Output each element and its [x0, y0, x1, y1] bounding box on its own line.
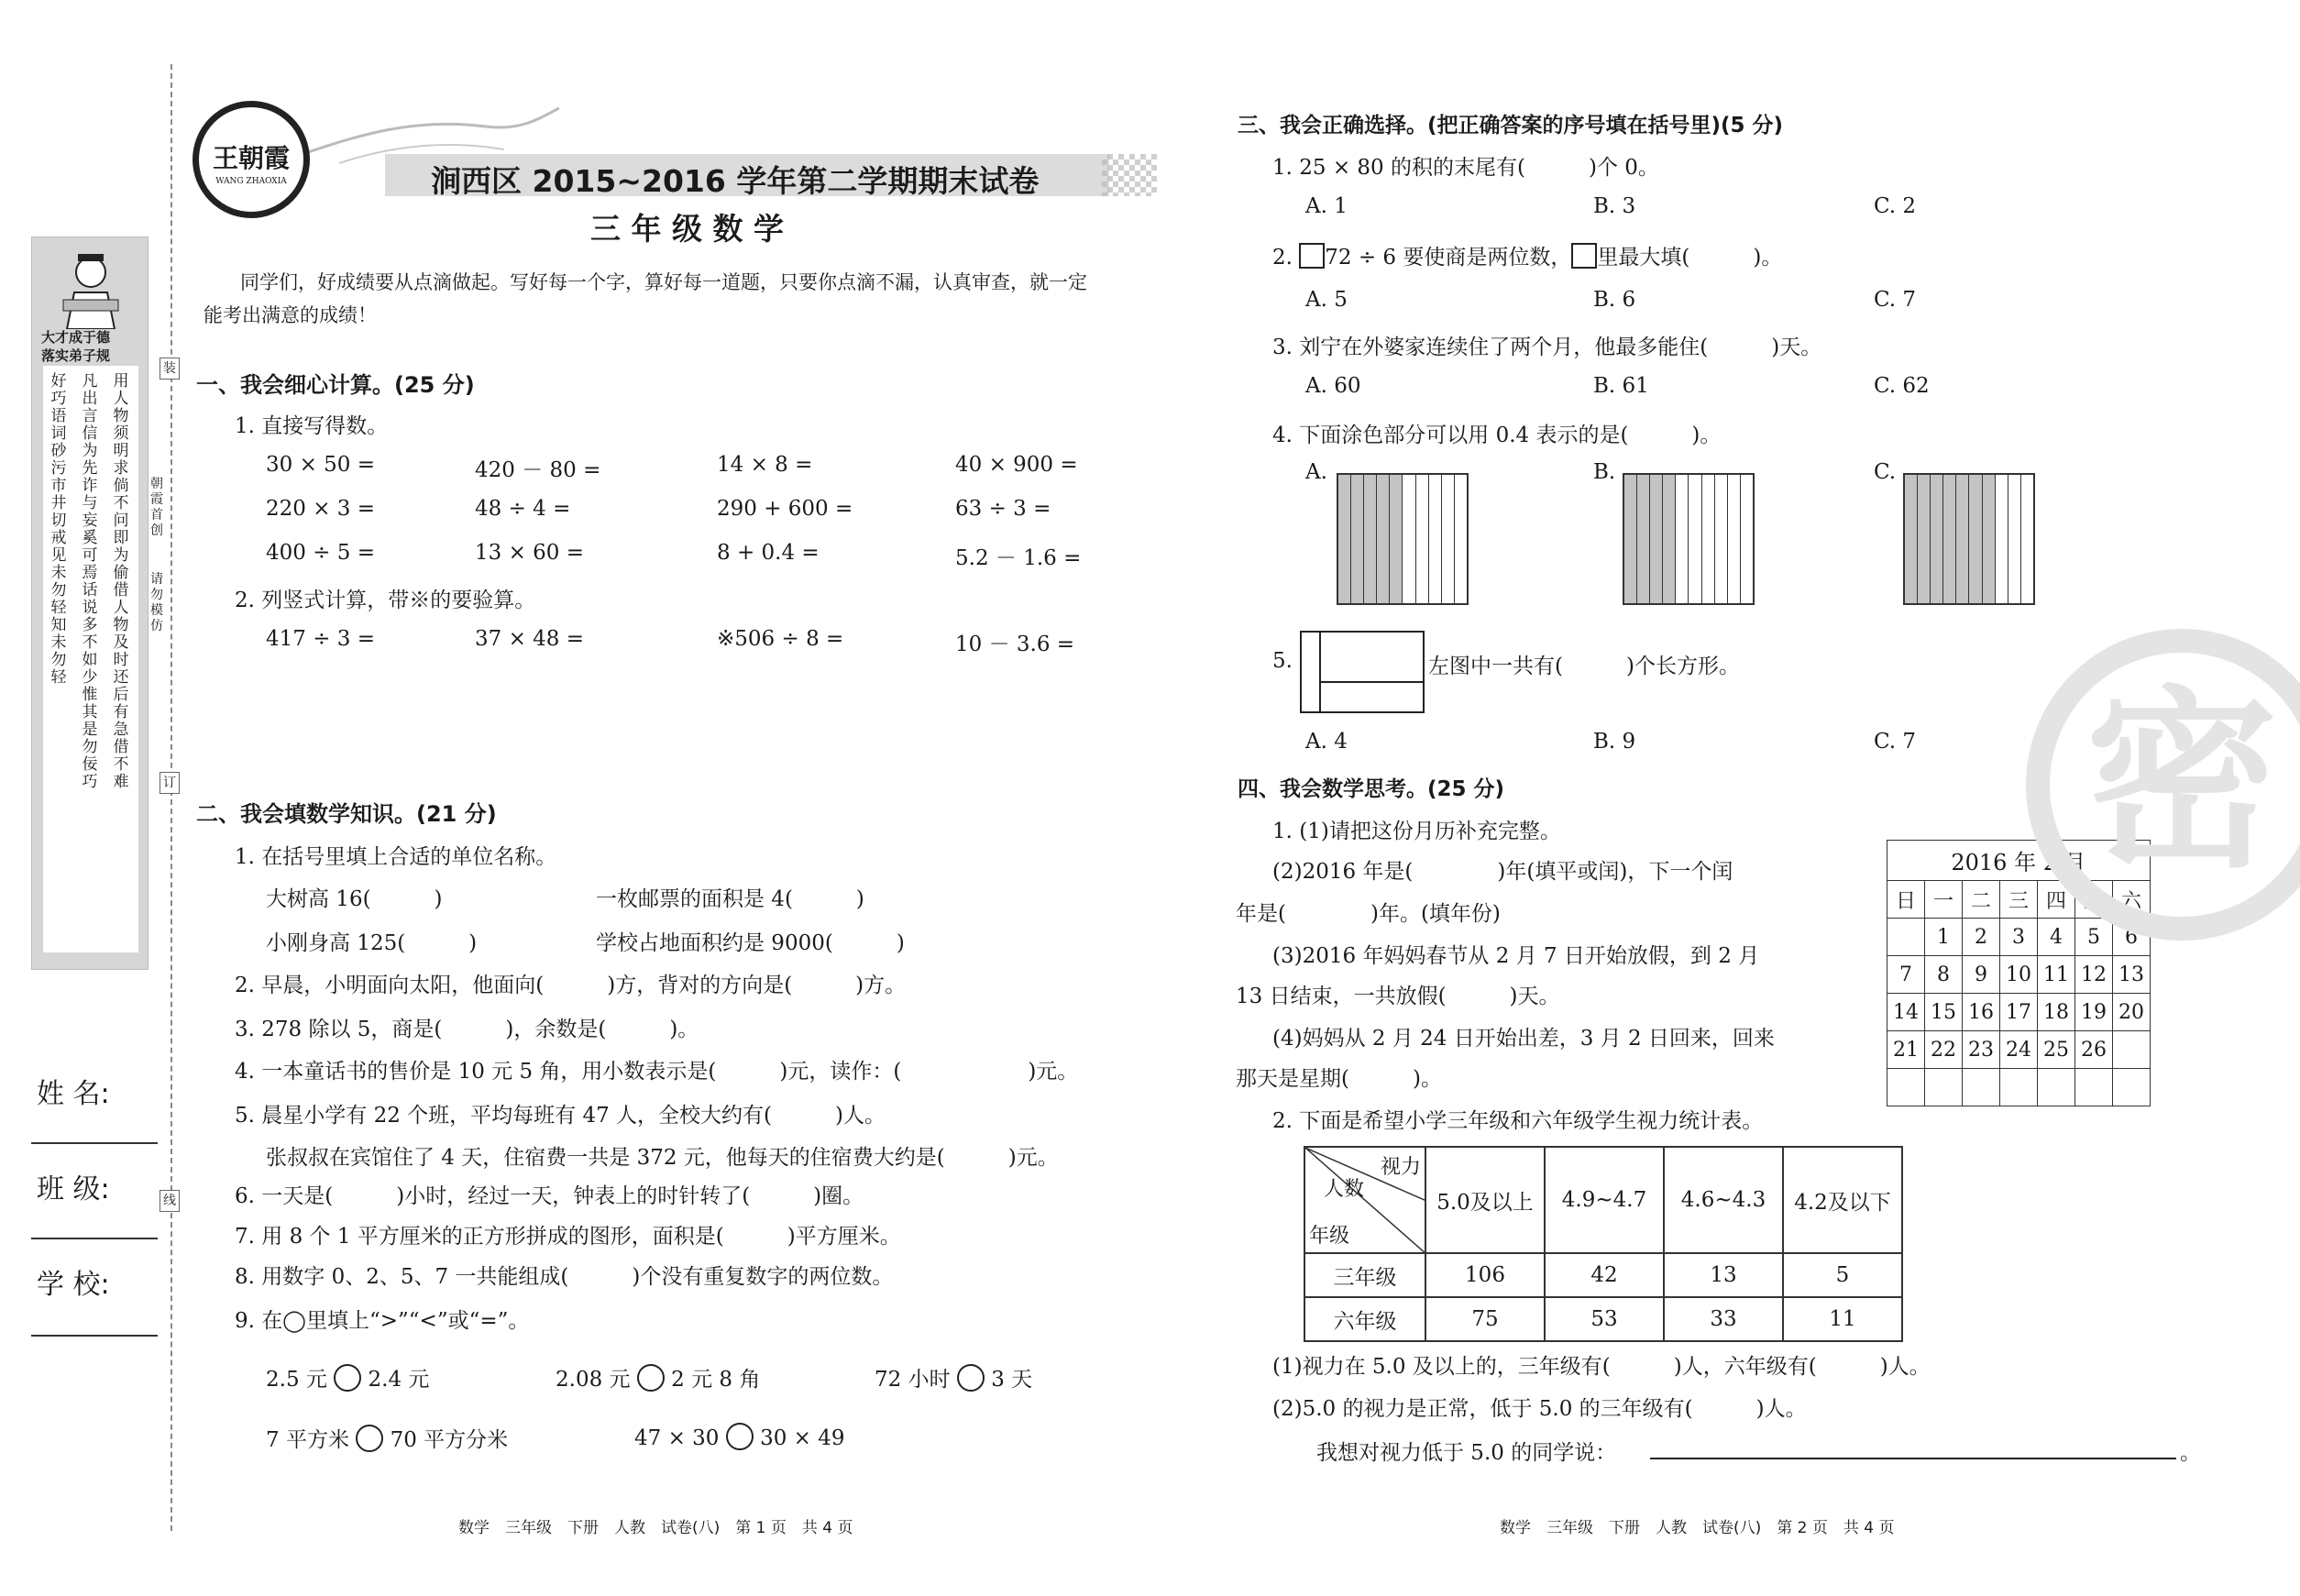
s4-q1-4b: 那天是星期( )。	[1236, 1067, 1442, 1091]
secret-watermark-icon: 密	[2026, 629, 2300, 941]
calc-3-3: 8 + 0.4 =	[717, 541, 820, 565]
s4-q1-3b: 13 日结束，一共放假( )天。	[1236, 985, 1560, 1008]
s3-q1-c[interactable]: C. 2	[1874, 194, 1917, 218]
calendar-cell[interactable]	[2038, 1069, 2075, 1106]
footer-page-2: 数学 三年级 下册 人教 试卷(八) 第 2 页 共 4 页	[1500, 1519, 1895, 1537]
s2-q6: 6. 一天是( )小时，经过一天，钟表上的时针转了( )圈。	[235, 1184, 864, 1208]
s4-q1-2b: 年是( )年。(填年份)	[1236, 902, 1501, 926]
vision-cell: 75	[1425, 1297, 1545, 1341]
calendar-cell: 2	[1963, 919, 2000, 956]
calc-3-4: 5.2 － 1.6 =	[955, 546, 1082, 570]
calendar-cell[interactable]	[1925, 1069, 1963, 1106]
s4-q2-2: (2)5.0 的视力是正常，低于 5.0 的三年级有( )人。	[1272, 1397, 1807, 1421]
exam-subtitle: 三 年 级 数 学	[590, 211, 784, 247]
vision-corner-cell	[1304, 1147, 1425, 1253]
calendar-cell: 16	[1963, 994, 2000, 1031]
rules-column-1: 好巧语词砂污市井切戒见未勿轻知未勿轻	[50, 372, 67, 687]
s2-q5: 5. 晨星小学有 22 个班，平均每班有 47 人，全校大约有( )人。	[235, 1104, 886, 1128]
vision-row-label: 三年级	[1304, 1253, 1425, 1297]
s4-q1-2: (2)2016 年是( )年(填平或闰)，下一个闰	[1272, 860, 1733, 884]
corner-label-count: 人数	[1324, 1178, 1365, 1201]
section-2-title: 二、我会填数学知识。(21 分)	[196, 801, 497, 827]
compare-3	[875, 1362, 1032, 1392]
calendar-cell: 1	[1925, 919, 1963, 956]
vision-cell: 11	[1783, 1297, 1902, 1341]
calendar-cell: 7	[1887, 956, 1925, 994]
compare-5-right: 30 × 49	[760, 1426, 845, 1450]
calendar-cell[interactable]	[2000, 1069, 2038, 1106]
s3-q2-text2: 里最大填( )。	[1597, 246, 1783, 270]
vision-cell: 33	[1664, 1297, 1783, 1341]
compare-3-right: 3 天	[991, 1368, 1033, 1392]
vision-table	[1304, 1146, 1903, 1342]
exam-title: 涧西区 2015~2016 学年第二学期期末试卷	[431, 163, 1040, 199]
s3-q2-num: 2.	[1272, 246, 1293, 270]
s2-q8: 8. 用数字 0、2、5、7 一共能组成( )个没有重复数字的两位数。	[235, 1265, 894, 1289]
calc-1-3: 14 × 8 =	[717, 453, 813, 477]
calc-3-2: 13 × 60 =	[475, 541, 585, 565]
motto-panel	[31, 237, 149, 970]
calendar-cell: 26	[2075, 1031, 2113, 1069]
checker-decoration	[1102, 154, 1157, 196]
s2-q1-b: 一枚邮票的面积是 4( )	[596, 887, 864, 911]
calendar-cell[interactable]	[1887, 919, 1925, 956]
compare-5-left: 47 × 30	[634, 1426, 720, 1450]
s2-q1-c: 小刚身高 125( )	[266, 931, 478, 955]
calendar-cell: 13	[2113, 956, 2151, 994]
calendar-head: 一	[1925, 881, 1963, 919]
binding-mark-1: 装	[160, 358, 180, 380]
s3-q3-b[interactable]: B. 61	[1593, 374, 1649, 398]
s3-q1-a[interactable]: A. 1	[1305, 194, 1348, 218]
compare-2-left: 2.08 元	[556, 1368, 631, 1392]
vision-header: 4.9~4.7	[1545, 1147, 1664, 1253]
calc-1-1: 30 × 50 =	[266, 453, 376, 477]
calendar-cell[interactable]	[1887, 1069, 1925, 1106]
calendar-head: 五	[2075, 881, 2113, 919]
compare-5	[634, 1423, 845, 1450]
vision-row-label: 六年级	[1304, 1297, 1425, 1341]
s2-q1: 1. 在括号里填上合适的单位名称。	[235, 845, 557, 869]
motto-line-1: 大才成于德	[41, 329, 111, 346]
s4-q2-1: (1)视力在 5.0 及以上的，三年级有( )人，六年级有( )人。	[1272, 1355, 1931, 1379]
publisher-logo	[193, 101, 310, 218]
class-line[interactable]	[31, 1238, 158, 1239]
scholar-figure-icon	[54, 247, 127, 329]
s3-q5-text: 左图中一共有( )个长方形。	[1428, 655, 1740, 678]
vision-cell: 5	[1783, 1253, 1902, 1297]
vision-cell: 13	[1664, 1253, 1783, 1297]
s3-q4-label-c[interactable]: C.	[1874, 460, 1897, 484]
class-label: 班 级:	[37, 1173, 110, 1205]
calendar-cell[interactable]	[2113, 1069, 2151, 1106]
s2-q5-b: 张叔叔在宾馆住了 4 天，住宿费一共是 372 元，他每天的住宿费大约是( )元。	[266, 1146, 1059, 1170]
s4-q1-4: (4)妈妈从 2 月 24 日开始出差，3 月 2 日回来，回来	[1272, 1027, 1775, 1051]
compare-4-left: 7 平方米	[266, 1428, 349, 1452]
vertical-calc-4: 10 － 3.6 =	[955, 633, 1075, 656]
s4-q2: 2. 下面是希望小学三年级和六年级学生视力统计表。	[1272, 1109, 1764, 1133]
calendar-cell: 5	[2075, 919, 2113, 956]
s3-q2-b[interactable]: B. 6	[1593, 288, 1636, 312]
s3-q5-a[interactable]: A. 4	[1305, 730, 1348, 754]
school-line[interactable]	[31, 1335, 158, 1337]
compare-2-circle[interactable]	[637, 1364, 665, 1392]
s3-q3-a[interactable]: A. 60	[1305, 374, 1361, 398]
calendar-cell: 9	[1963, 956, 2000, 994]
calendar-cell: 18	[2038, 994, 2075, 1031]
compare-5-circle[interactable]	[726, 1423, 754, 1450]
calendar-cell: 19	[2075, 994, 2113, 1031]
s1-q2: 2. 列竖式计算，带※的要验算。	[235, 589, 536, 612]
s3-q4-label-a[interactable]: A.	[1305, 460, 1327, 484]
s3-q2-c[interactable]: C. 7	[1874, 288, 1917, 312]
strip-figure-b	[1623, 473, 1755, 605]
calendar-cell[interactable]	[2075, 1069, 2113, 1106]
vertical-calc-3: ※506 ÷ 8 =	[717, 627, 844, 651]
calendar-cell: 21	[1887, 1031, 1925, 1069]
calendar-title: 2016 年 2 月	[1887, 841, 2151, 881]
s3-q5-c[interactable]: C. 7	[1874, 730, 1917, 754]
calc-2-1: 220 × 3 =	[266, 497, 376, 521]
binding-cut-line	[171, 64, 172, 1531]
s2-q2: 2. 早晨，小明面向太阳，他面向( )方，背对的方向是( )方。	[235, 974, 907, 997]
calendar-cell: 17	[2000, 994, 2038, 1031]
calc-2-2: 48 ÷ 4 =	[475, 497, 571, 521]
calendar-cell[interactable]	[2113, 1031, 2151, 1069]
calendar-cell: 23	[1963, 1031, 2000, 1069]
binding-mark-2: 订	[160, 772, 180, 794]
vision-header: 5.0及以上	[1425, 1147, 1545, 1253]
digit-box-2	[1571, 243, 1597, 269]
compare-3-circle[interactable]	[957, 1364, 985, 1392]
school-label: 学 校:	[37, 1269, 110, 1301]
section-4-title: 四、我会数学思考。(25 分)	[1238, 777, 1505, 801]
s3-q5-num: 5.	[1272, 649, 1293, 673]
section-1-title: 一、我会细心计算。(25 分)	[196, 372, 475, 398]
vertical-calc-2: 37 × 48 =	[475, 627, 585, 651]
s3-q4: 4. 下面涂色部分可以用 0.4 表示的是( )。	[1272, 424, 1722, 447]
calc-1-2: 420 － 80 =	[475, 458, 601, 482]
vision-cell: 42	[1545, 1253, 1664, 1297]
rules-column-3: 用人物须明求倘不问即为偷借人物及时还后有急借不难	[113, 372, 129, 791]
s3-q2-text: 72 ÷ 6 要使商是两位数，	[1325, 246, 1572, 270]
compare-2-right: 2 元 8 角	[671, 1368, 761, 1392]
calendar-head: 二	[1963, 881, 2000, 919]
compare-1	[266, 1362, 429, 1392]
motto-line-2: 落实弟子规	[41, 347, 111, 364]
s3-q4-label-b[interactable]: B.	[1593, 460, 1616, 484]
logo-subtext: WANG ZHAOXIA	[215, 177, 287, 186]
vision-header: 4.2及以下	[1783, 1147, 1902, 1253]
calendar-cell: 22	[1925, 1031, 1963, 1069]
s3-q3-c[interactable]: C. 62	[1874, 374, 1930, 398]
calendar-cell: 14	[1887, 994, 1925, 1031]
rules-column-2: 凡出言信为先诈与妄奚可焉话说多不如少惟其是勿佞巧	[82, 372, 98, 791]
binding-mark-3: 线	[160, 1190, 180, 1212]
vision-cell: 53	[1545, 1297, 1664, 1341]
compare-1-circle[interactable]	[334, 1364, 361, 1392]
s2-q9: 9. 在◯里填上“>”“<”或“=”。	[235, 1309, 530, 1333]
compare-1-right: 2.4 元	[368, 1368, 430, 1392]
corner-label-vision: 视力	[1380, 1156, 1421, 1179]
compare-1-left: 2.5 元	[266, 1368, 327, 1392]
compare-4-circle[interactable]	[356, 1425, 383, 1452]
compare-3-left: 72 小时	[875, 1368, 951, 1392]
calc-3-1: 400 ÷ 5 =	[266, 541, 376, 565]
calc-1-4: 40 × 900 =	[955, 453, 1078, 477]
calendar-cell: 8	[1925, 956, 1963, 994]
digit-box-1[interactable]	[1299, 243, 1325, 269]
vision-header: 4.6~4.3	[1664, 1147, 1783, 1253]
intro-line-2: 能考出满意的成绩！	[204, 304, 377, 326]
message-end-mark: 。	[2180, 1441, 2201, 1465]
calendar-head: 六	[2113, 881, 2151, 919]
calendar-cell: 25	[2038, 1031, 2075, 1069]
strip-figure-a	[1337, 473, 1469, 605]
message-answer-line[interactable]	[1650, 1458, 2176, 1459]
calendar-cell[interactable]	[1963, 1069, 2000, 1106]
s2-q7: 7. 用 8 个 1 平方厘米的正方形拼成的图形，面积是( )平方厘米。	[235, 1225, 901, 1249]
compare-2	[556, 1362, 760, 1392]
calendar-cell: 11	[2038, 956, 2075, 994]
calc-2-3: 290 + 600 =	[717, 497, 853, 521]
s3-q1: 1. 25 × 80 的积的末尾有( )个 0。	[1272, 156, 1659, 180]
s4-q1-3: (3)2016 年妈妈春节从 2 月 7 日开始放假，到 2 月	[1272, 944, 1760, 968]
rectangle-figure	[1300, 631, 1425, 713]
strip-figure-c	[1903, 473, 2035, 605]
s2-q1-a: 大树高 16( )	[266, 887, 443, 911]
calendar-cell: 10	[2000, 956, 2038, 994]
vertical-calc-1: 417 ÷ 3 =	[266, 627, 376, 651]
logo-text: 王朝霞	[212, 143, 290, 173]
s2-q3: 3. 278 除以 5，商是( )，余数是( )。	[235, 1018, 699, 1041]
s3-q3: 3. 刘宁在外婆家连续住了两个月，他最多能住( )天。	[1272, 336, 1822, 359]
copyright-note-1: 朝霞首创	[150, 477, 163, 538]
rules-box	[43, 366, 138, 952]
name-label: 姓 名:	[37, 1078, 110, 1110]
s3-q5-b[interactable]: B. 9	[1593, 730, 1636, 754]
intro-line-1: 同学们，好成绩要从点滴做起。写好每一个字，算好每一道题，只要你点滴不漏，认真审查，就一定	[240, 271, 1087, 293]
footer-page-1: 数学 三年级 下册 人教 试卷(八) 第 1 页 共 4 页	[458, 1519, 853, 1537]
calendar-cell: 12	[2075, 956, 2113, 994]
s1-q1: 1. 直接写得数。	[235, 414, 389, 438]
compare-4	[266, 1423, 508, 1453]
vision-cell: 106	[1425, 1253, 1545, 1297]
calendar-cell: 3	[2000, 919, 2038, 956]
s2-q4: 4. 一本童话书的售价是 10 元 5 角，用小数表示是( )元，读作：( )元。	[235, 1060, 1079, 1084]
calendar-head: 三	[2000, 881, 2038, 919]
corner-label-grade: 年级	[1309, 1225, 1350, 1248]
s3-q2-a[interactable]: A. 5	[1305, 288, 1348, 312]
copyright-note-2: 请勿模仿	[150, 572, 163, 633]
s4-q1: 1. (1)请把这份月历补充完整。	[1272, 820, 1561, 843]
s2-q1-d: 学校占地面积约是 9000( )	[596, 931, 905, 955]
calendar-cell: 4	[2038, 919, 2075, 956]
s3-q2	[1272, 240, 1782, 270]
calendar-cell: 6	[2113, 919, 2151, 956]
section-3-title: 三、我会正确选择。(把正确答案的序号填在括号里)(5 分)	[1238, 114, 1784, 138]
calendar-cell: 20	[2113, 994, 2151, 1031]
compare-4-right: 70 平方分米	[390, 1428, 509, 1452]
calendar-cell: 24	[2000, 1031, 2038, 1069]
name-line[interactable]	[31, 1142, 158, 1144]
calendar-cell: 15	[1925, 994, 1963, 1031]
calc-2-4: 63 ÷ 3 =	[955, 497, 1051, 521]
s4-q2-3: 我想对视力低于 5.0 的同学说：	[1316, 1441, 1617, 1465]
calendar-head: 四	[2038, 881, 2075, 919]
calendar-head: 日	[1887, 881, 1925, 919]
s3-q1-b[interactable]: B. 3	[1593, 194, 1636, 218]
